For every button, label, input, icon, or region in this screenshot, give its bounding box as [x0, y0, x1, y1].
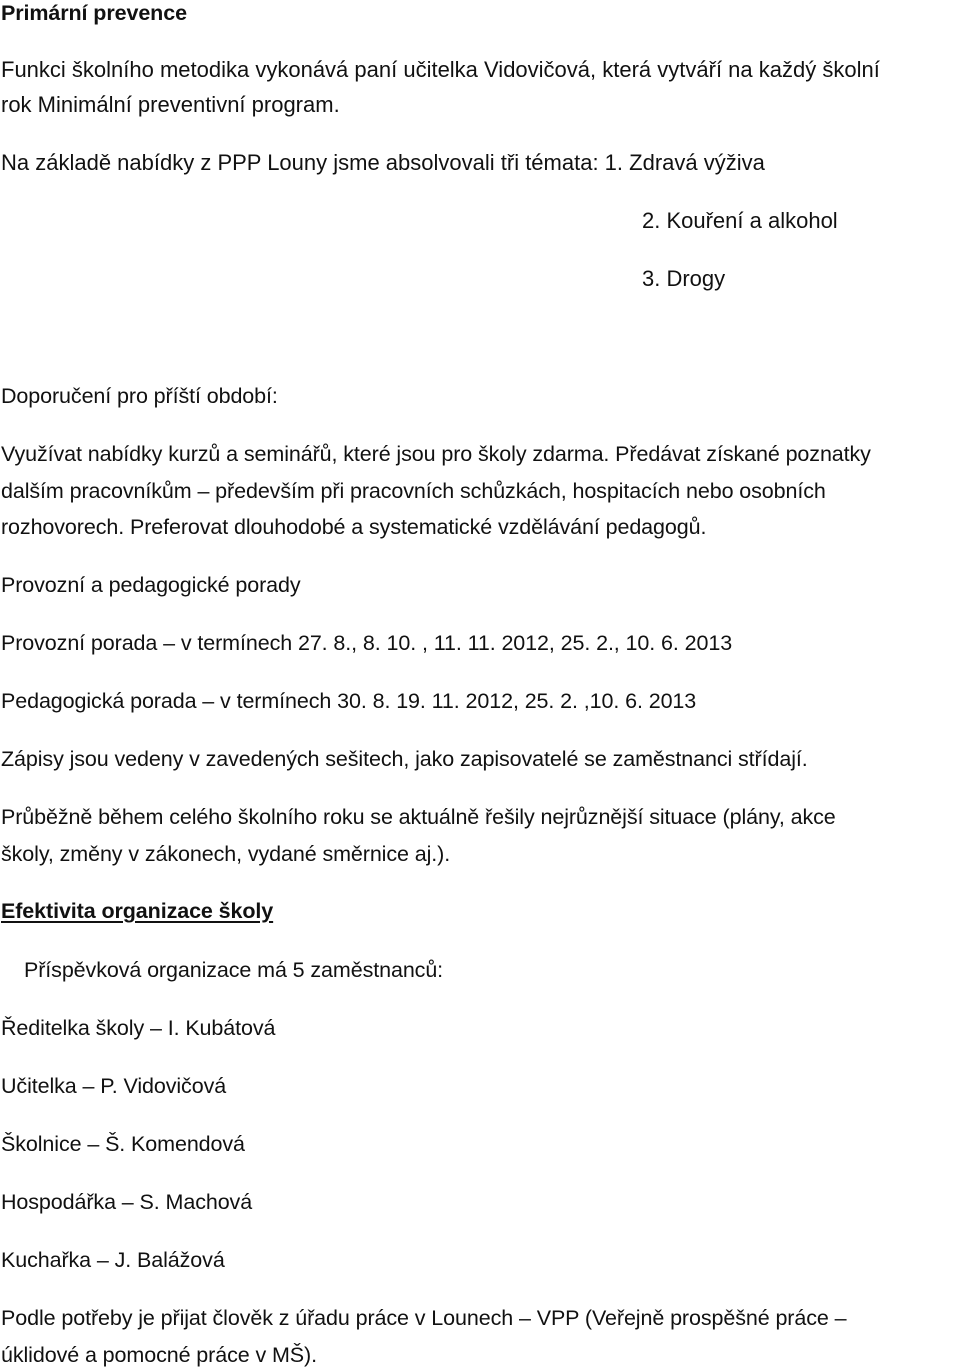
heading-porady: Provozní a pedagogické porady — [1, 573, 301, 597]
paragraph-doporuceni-line1: Využívat nabídky kurzů a seminářů, které jsou pro školy zdarma. Předávat získané poznatky — [1, 442, 871, 466]
heading-doporuceni: Doporučení pro příští období: — [1, 384, 278, 408]
paragraph-metodik-line2: rok Minimální preventivní program. — [1, 92, 340, 117]
topic-item-3: 3. Drogy — [642, 266, 726, 291]
zapisy-text: Zápisy jsou vedeny v zavedených sešitech, jako zapisovatelé se zaměstnanci střídají. — [1, 747, 808, 771]
staff-item: Kuchařka – J. Balážová — [1, 1248, 225, 1272]
staff-item: Učitelka – P. Vidovičová — [1, 1074, 227, 1098]
paragraph-metodik-line1: Funkci školního metodika vykonává paní učitelka Vidovičová, která vytváří na každý školní — [1, 57, 880, 82]
paragraph-ppp-louny: Na základě nabídky z PPP Louny jsme absolvovali tři témata: 1. Zdravá výživa — [1, 150, 765, 175]
paragraph-doporuceni-line2: dalším pracovníkům – především při pracovních schůzkách, hospitacích nebo osobních — [1, 479, 826, 503]
heading-primarni-prevence: Primární prevence — [1, 1, 187, 25]
prubezne-line1: Průběžně během celého školního roku se aktuálně řešily nejrůznější situace (plány, akce — [1, 805, 836, 829]
staff-item: Školnice – Š. Komendová — [1, 1132, 245, 1156]
efektivita-intro: Příspěvková organizace má 5 zaměstnanců: — [24, 958, 444, 982]
staff-item: Hospodářka – S. Machová — [1, 1190, 253, 1214]
heading-efektivita: Efektivita organizace školy — [1, 899, 274, 923]
topic-item-2: 2. Kouření a alkohol — [642, 208, 838, 233]
staff-item: Ředitelka školy – I. Kubátová — [1, 1016, 276, 1040]
paragraph-doporuceni-line3: rozhovorech. Preferovat dlouhodobé a systematické vzdělávání pedagogů. — [1, 515, 707, 539]
pedagogicka-porada: Pedagogická porada – v termínech 30. 8. 19. 11. 2012, 25. 2. ,10. 6. 2013 — [1, 689, 697, 713]
vpp-line2: úklidové a pomocné práce v MŠ). — [1, 1343, 317, 1367]
provozni-porada: Provozní porada – v termínech 27. 8., 8. 10. , 11. 11. 2012, 25. 2., 10. 6. 2013 — [1, 631, 733, 655]
vpp-line1: Podle potřeby je přijat člověk z úřadu práce v Lounech – VPP (Veřejně prospěšné práce – — [1, 1306, 847, 1330]
prubezne-line2: školy, změny v zákonech, vydané směrnice aj.). — [1, 842, 451, 866]
